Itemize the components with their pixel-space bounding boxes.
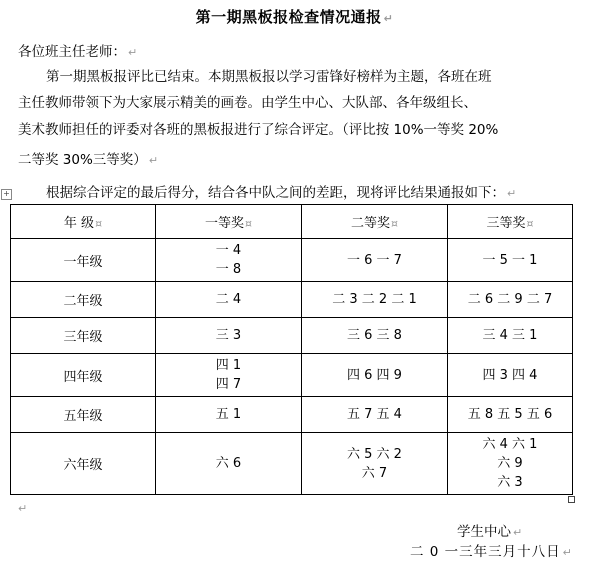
paragraph-line-4: 二等奖 30%三等奖） ↵ bbox=[18, 152, 159, 168]
third-prize-cell bbox=[448, 397, 573, 433]
cell-entry: 六年级 bbox=[63, 458, 103, 473]
table-row bbox=[11, 318, 573, 354]
cell-entry: 二年级 bbox=[63, 294, 103, 309]
third-prize-cell bbox=[448, 354, 573, 397]
paragraph-mark: ↵ bbox=[18, 502, 28, 515]
table-header-row bbox=[11, 205, 573, 239]
third-prize-cell bbox=[448, 433, 573, 495]
second-prize-cell bbox=[302, 239, 448, 282]
paragraph-mark: ↵ bbox=[128, 46, 138, 59]
cell-entry: 一 8 bbox=[215, 262, 242, 277]
cell-entry: 二 6 二 9 二 7 bbox=[467, 292, 553, 307]
cell-entry: 六 5 六 2 bbox=[347, 446, 402, 462]
document-title: 第一期黑板报检查情况通报 ↵ bbox=[195, 8, 394, 26]
results-table bbox=[10, 204, 573, 495]
paragraph-mark: ↵ bbox=[148, 154, 159, 167]
third-prize-cell bbox=[448, 282, 573, 318]
cell-entry: 三 6 三 8 bbox=[347, 328, 402, 343]
header-third-prize: 三等奖¤ bbox=[448, 205, 573, 239]
third-prize-cell bbox=[448, 318, 573, 354]
cell-entry: 五 1 bbox=[215, 407, 242, 422]
cell-entry: 三 4 三 1 bbox=[482, 328, 538, 343]
paragraph-line-3: 美术教师担任的评委对各班的黑板报进行了综合评定。（评比按 10%一等奖 20% bbox=[18, 122, 499, 138]
second-prize-cell bbox=[302, 318, 448, 354]
cell-entry: 四年级 bbox=[63, 369, 103, 385]
header-first-prize: 一等奖¤ bbox=[156, 205, 302, 239]
first-prize-cell bbox=[156, 282, 302, 318]
first-prize-cell bbox=[156, 354, 302, 397]
cell-entry: 四 6 四 9 bbox=[347, 367, 402, 383]
second-prize-cell bbox=[302, 354, 448, 397]
table-resize-handle[interactable] bbox=[568, 496, 575, 503]
second-prize-cell bbox=[302, 282, 448, 318]
third-prize-cell bbox=[448, 239, 573, 282]
paragraph-mark: ↵ bbox=[383, 12, 394, 25]
grade-cell bbox=[11, 239, 156, 282]
cell-entry: 三 3 bbox=[215, 328, 242, 343]
cell-entry: 六 3 bbox=[497, 475, 523, 490]
cell-entry: 六 4 六 1 bbox=[482, 437, 538, 452]
paragraph-line-2: 主任教师带领下为大家展示精美的画卷。由学生中心、大队部、各年级组长、 bbox=[18, 95, 477, 111]
table-row bbox=[11, 354, 573, 397]
first-prize-cell bbox=[156, 239, 302, 282]
cell-entry: 二 3 二 2 二 1 bbox=[332, 292, 417, 307]
cell-entry: 六 7 bbox=[361, 465, 388, 481]
table-row bbox=[11, 397, 573, 433]
table-move-handle-icon[interactable]: + bbox=[1, 189, 12, 200]
table-row bbox=[11, 239, 573, 282]
cell-entry: 五 7 五 4 bbox=[347, 407, 402, 422]
cell-entry: 三年级 bbox=[63, 330, 103, 345]
intro-line: 根据综合评定的最后得分，结合各中队之间的差距，现将评比结果通报如下： ↵ bbox=[46, 185, 517, 201]
cell-entry: 五年级 bbox=[63, 409, 103, 424]
second-prize-cell bbox=[302, 397, 448, 433]
grade-cell bbox=[11, 282, 156, 318]
grade-cell bbox=[11, 354, 156, 397]
cell-entry: 一 4 bbox=[215, 243, 242, 258]
paragraph-line-1: 第一期黑板报评比已结束。本期黑板报以学习雷锋好榜样为主题，各班在班 bbox=[46, 69, 492, 85]
cell-entry: 四 1 bbox=[215, 358, 242, 373]
signature-date: 二 0 一三年三月十八日 ↵ bbox=[410, 544, 573, 560]
cell-entry: 二 4 bbox=[215, 292, 242, 307]
grade-cell bbox=[11, 318, 156, 354]
cell-entry: 五 8 五 5 五 6 bbox=[467, 407, 553, 422]
cell-entry: 四 7 bbox=[215, 377, 242, 392]
cell-entry: 一 5 一 1 bbox=[482, 252, 538, 268]
cell-entry: 六 6 bbox=[215, 456, 242, 471]
cell-entry: 四 3 四 4 bbox=[482, 367, 538, 383]
first-prize-cell bbox=[156, 318, 302, 354]
header-grade: 年 级¤ bbox=[11, 205, 156, 239]
greeting-line: 各位班主任老师： ↵ bbox=[18, 44, 138, 60]
cell-entry: 一 6 一 7 bbox=[347, 252, 402, 268]
table-row bbox=[11, 282, 573, 318]
table-row bbox=[11, 433, 573, 495]
cell-entry: 六 9 bbox=[497, 456, 523, 471]
first-prize-cell bbox=[156, 433, 302, 495]
first-prize-cell bbox=[156, 397, 302, 433]
cell-entry: 一年级 bbox=[63, 254, 103, 270]
grade-cell bbox=[11, 397, 156, 433]
second-prize-cell bbox=[302, 433, 448, 495]
paragraph-mark: ↵ bbox=[507, 187, 517, 200]
signature-org: 学生中心 ↵ bbox=[457, 524, 523, 540]
grade-cell bbox=[11, 433, 156, 495]
header-second-prize: 二等奖¤ bbox=[302, 205, 448, 239]
